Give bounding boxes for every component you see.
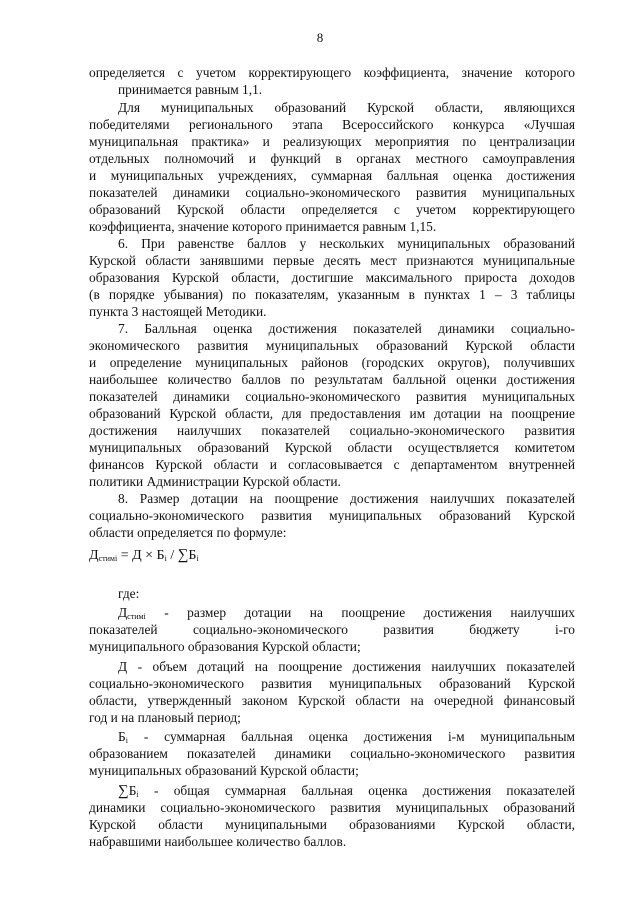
paragraph-line: принимается равным 1,1.: [118, 82, 263, 97]
definition-text: - размер дотации на поощрение достижения наилучших: [145, 605, 575, 620]
definition-line: год и на плановый период;: [89, 710, 241, 725]
definition-line: образованием показателей динамики социально-экономического развития: [89, 746, 575, 761]
definition-line: области, утвержденный законом Курской области на очередной финансовый: [89, 693, 575, 708]
paragraph-line: 6. При равенстве баллов у нескольких муниципальных образований: [118, 236, 575, 251]
definition-line: муниципальных образований Курской области;: [89, 763, 359, 778]
paragraph-line: социально-экономического развития муниципальных образований Курской: [89, 508, 575, 523]
definition-text: - общая суммарная балльная оценка достижения показателей: [138, 783, 575, 798]
definition-line: муниципального образования Курской области;: [89, 639, 361, 654]
paragraph-line: 7. Балльная оценка достижения показателей динамики социально-: [118, 321, 575, 336]
paragraph-line: экономического развития муниципальных образований Курской области: [89, 338, 575, 353]
definition-symbol-subscript: i: [125, 736, 128, 745]
paragraph-line: образования Курской области, достигшие максимального прироста доходов: [89, 270, 575, 285]
formula-lhs-subscript: стимi: [98, 554, 118, 563]
formula-division: /: [166, 548, 178, 563]
formula-b-subscript: i: [164, 554, 167, 563]
definition-symbol: Б: [128, 783, 137, 798]
paragraph-line: показателей динамики социально-экономического развития муниципальных: [89, 389, 575, 404]
paragraph-line: образований Курской области определяется с учетом корректирующего: [89, 202, 575, 217]
formula-sum-subscript: i: [196, 554, 199, 563]
paragraph-line: победителями регионального этапа Всероссийского конкурса «Лучшая: [89, 117, 575, 132]
paragraph-line: 8. Размер дотации на поощрение достижения наилучших показателей: [118, 491, 575, 506]
paragraph-line: Для муниципальных образований Курской области, являющихся: [118, 100, 575, 115]
paragraph-line: муниципальная практика» и реализующих мероприятия по централизации: [89, 134, 575, 149]
sum-symbol: ∑: [118, 783, 129, 799]
definition-line: Д - объем дотаций на поощрение достижения наилучших показателей: [118, 659, 575, 674]
paragraph-line: образований Курской области, для предоставления им дотации на поощрение: [89, 406, 575, 421]
definition-line: показателей социально-экономического развития бюджету i-го: [89, 622, 575, 637]
definition-line: набравшими наибольшее количество баллов.: [89, 834, 347, 849]
definition-line: Курской области муниципальными образованиями Курской области,: [89, 817, 575, 832]
formula-lhs: Д: [89, 548, 99, 563]
formula-sum-b: Б: [188, 548, 197, 563]
paragraph-line: пункта 3 настоящей Методики.: [89, 304, 267, 319]
definition-symbol: Д: [118, 605, 128, 620]
definition-symbol-subscript: i: [136, 790, 139, 799]
definition-line: динамики социально-экономического развития муниципальных образований: [89, 800, 575, 815]
paragraph-line: муниципальных образований Курской области осуществляется комитетом: [89, 440, 575, 455]
sum-symbol: ∑: [177, 547, 189, 563]
paragraph-line: достижения наилучших показателей социально-экономического развития: [89, 423, 575, 438]
paragraph-line: (в порядке убывания) по показателям, указанным в пунктах 1 – 3 таблицы: [89, 287, 575, 302]
paragraph-line: показателей динамики социально-экономического развития муниципальных: [89, 185, 575, 200]
formula-product: = Д × Б: [117, 548, 165, 563]
definition-line: социально-экономического развития муниципальных образований Курской: [89, 676, 575, 691]
formula: [89, 546, 199, 568]
paragraph-line: наибольшее количество баллов по результатам балльной оценки достижения: [89, 372, 575, 387]
paragraph-line: Курской области занявшими первые десять мест признаются муниципальные: [89, 253, 575, 268]
paragraph-line: политики Администрации Курской области.: [89, 474, 341, 489]
page-number: 8: [316, 30, 324, 45]
paragraph-line: коэффициента, значение которого принимается равным 1,15.: [89, 219, 437, 234]
definition-text: - суммарная балльная оценка достижения i-м муниципальным: [127, 729, 575, 744]
paragraph-line: отдельных полномочий и функций в органах местного самоуправления: [89, 151, 575, 166]
definition-symbol-subscript: стимi: [127, 612, 146, 621]
paragraph-line: финансов Курской области и согласовывается с департаментом внутренней: [89, 457, 575, 472]
where-label: где:: [118, 586, 140, 601]
definition-symbol: Б: [118, 729, 126, 744]
paragraph-line: и муниципальных учреждениях, суммарная балльная оценка достижения: [89, 168, 575, 183]
paragraph-line: области определяется по формуле:: [89, 525, 287, 540]
paragraph-line: определяется с учетом корректирующего коэффициента, значение которого: [89, 65, 575, 80]
paragraph-line: и определение муниципальных районов (городских округов), получивших: [89, 355, 575, 370]
